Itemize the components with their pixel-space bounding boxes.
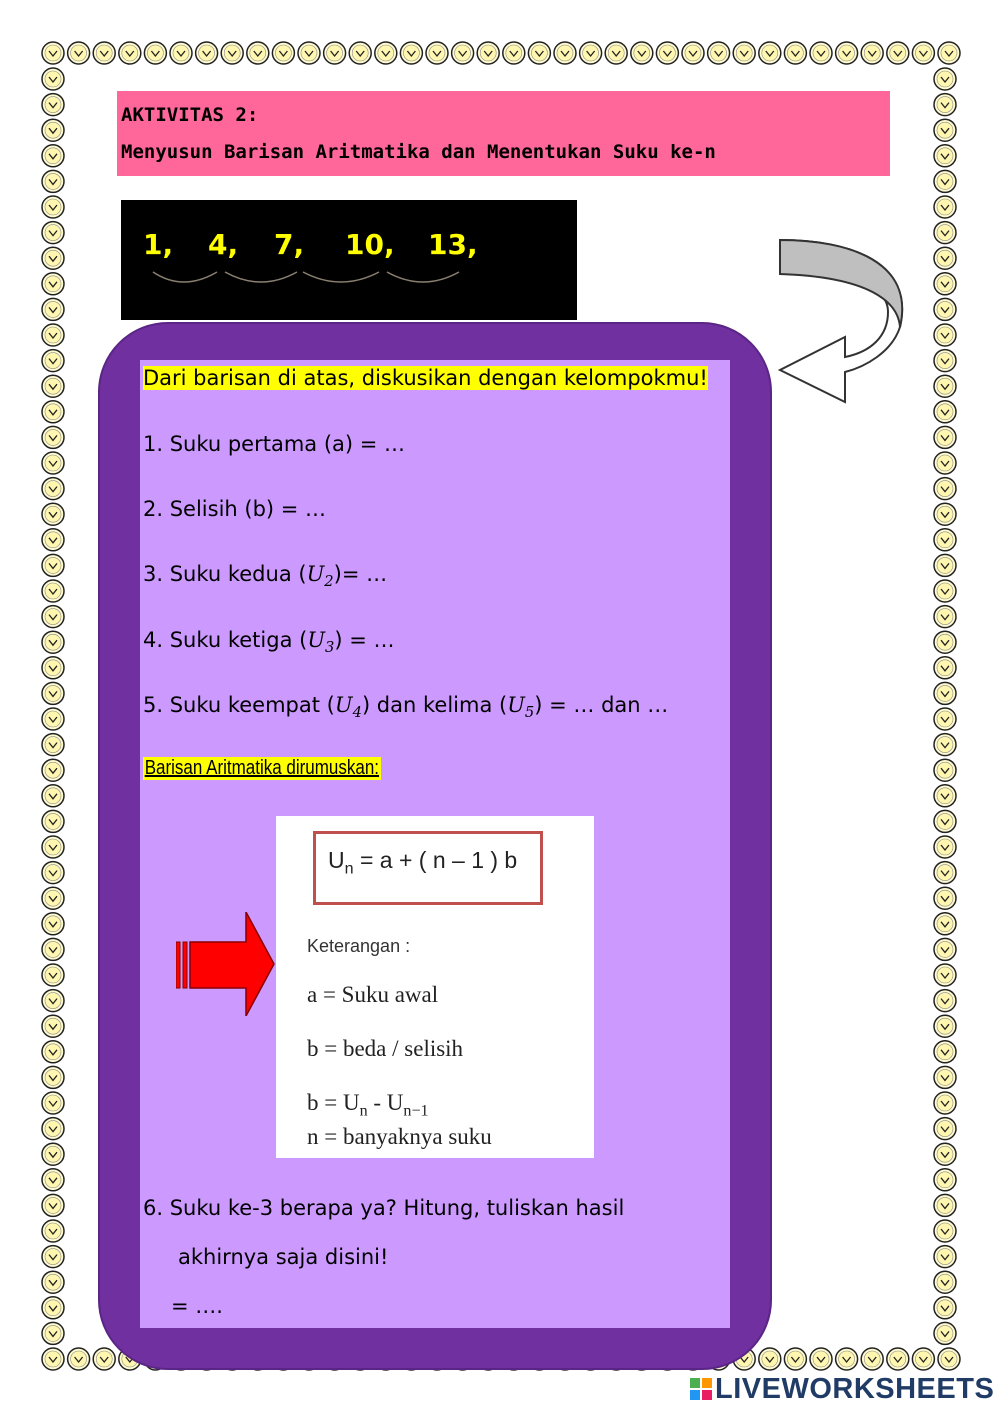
definition-b: b = beda / selisih <box>307 1036 464 1061</box>
sequence-term: 1, <box>143 228 174 261</box>
curved-arrow-icon <box>770 232 920 412</box>
liveworksheets-icon <box>690 1378 712 1400</box>
logo-text: LIVEWORKSHEETS <box>715 1372 995 1405</box>
formula-title: Barisan Aritmatika dirumuskan: <box>144 757 380 779</box>
definition-n: n = banyaknya suku <box>307 1124 492 1149</box>
sequence-term: 7, <box>274 228 305 261</box>
red-arrow-icon <box>176 912 276 1016</box>
sequence-term: 10, <box>345 228 395 261</box>
question-6-continued: akhirnya saja disini! <box>178 1245 389 1269</box>
activity-title: AKTIVITAS 2: <box>121 104 259 126</box>
liveworksheets-logo <box>690 1374 994 1404</box>
question-5: 5. Suku keempat $(U_4)$ dan kelima $(U_5)$ = … dan … <box>143 693 669 722</box>
definition-b-formula: $b = U_n - U_{n-1}$ <box>307 1090 429 1120</box>
border-top <box>40 40 966 66</box>
formula-card <box>276 816 594 1158</box>
sequence-term: 4, <box>208 228 239 261</box>
sequence-term: 13, <box>428 228 478 261</box>
question-6: 6. Suku ke-3 berapa ya? Hitung, tuliskan hasil <box>143 1196 625 1220</box>
sequence-arcs <box>153 272 459 282</box>
border-right <box>932 66 958 1350</box>
question-1: 1. Suku pertama (a) = … <box>143 432 406 456</box>
border-left <box>40 66 66 1350</box>
question-3: 3. Suku kedua $(U_2)=$ … <box>143 562 388 591</box>
question-4: 4. Suku ketiga $(U_3)$ = … <box>143 628 395 657</box>
sequence-image <box>121 200 577 320</box>
activity-subtitle: Menyusun Barisan Aritmatika dan Menentukan Suku ke-n <box>121 141 716 163</box>
definition-a: a = Suku awal <box>307 982 439 1007</box>
activity-header <box>117 91 890 176</box>
question-2: 2. Selisih (b) = … <box>143 497 327 521</box>
intro-text: Dari barisan di atas, diskusikan dengan kelompokmu! <box>143 366 708 390</box>
keterangan-label: Keterangan : <box>307 936 411 956</box>
answer-field[interactable]: = …. <box>171 1294 223 1318</box>
formula-box: $U_n = a$ + ( n – 1 ) b <box>313 831 543 905</box>
